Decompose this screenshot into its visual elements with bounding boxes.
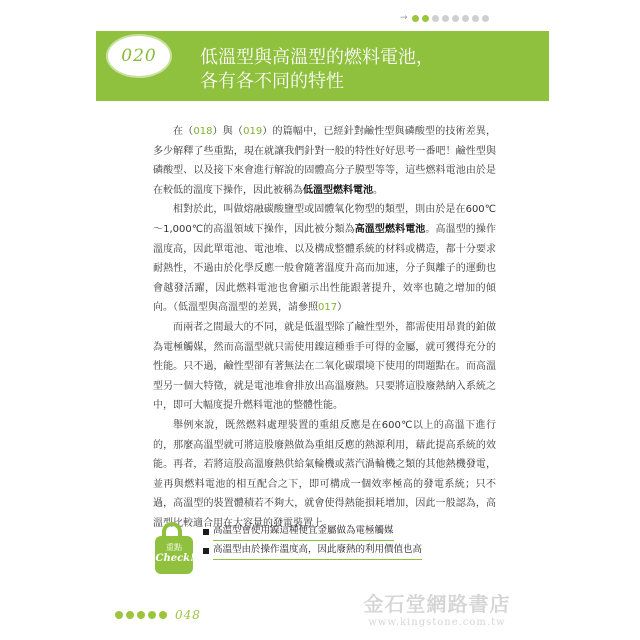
progress-dot [452,15,459,22]
title-line-1: 低溫型與高溫型的燃料電池， [200,47,434,68]
text-run: 在（ [173,126,194,137]
arrow-right-icon: → [400,13,408,23]
key-point-text: 高溫型會使用鎳這種便宜金屬做為電極觸媒 [213,522,394,541]
cross-reference: 018 [193,126,213,137]
watermark [352,588,522,628]
text-run: ）與（ [212,126,244,137]
page-number: 048 [175,608,201,622]
progress-dot [422,15,429,22]
footer-dot [115,611,123,619]
text-run: 。高溫型的操作溫度高，因此單電池、電池堆、以及構成整體系統的材料或構造，都十分要求耐熱性，不過由於化學反應一般會隨著溫度升高而加速，分子與離子的運動也會越發活躍，因此燃料電池也會顯示出性能跟著提升，效率也隨之增加的傾向。（低溫型與高溫型的差異，請參照 [153,223,497,314]
cross-reference: 019 [243,126,263,137]
section-number-badge [106,34,172,78]
text-run: 相對於此，叫做熔融碳酸鹽型或固體氧化物型的類型，則由於是在600℃～1,000℃的高溫領域下操作，因此被分類為 [153,204,496,235]
checkpoint-lock-icon [153,522,195,582]
text-run: ）的篇幅中，已經針對鹼性型與磷酸型的技術差異，多少解釋了些重點，現在就讓我們針對一般的特性好好思考一番吧！鹼性型與磷酸型、以及接下來會進行解說的固體高分子膜型等等，這些燃料電池由於是在較低的溫度下操作，因此被稱為 [153,126,497,196]
progress-dot [442,15,449,22]
footer-dot [137,611,145,619]
body-text [153,122,496,533]
check-label-bottom: Check! [155,553,195,564]
square-bullet-icon [203,548,209,554]
key-term: 低溫型燃料電池 [303,184,373,196]
progress-dot [432,15,439,22]
key-point-list [203,522,443,560]
paragraph-1 [153,122,496,200]
text-run: ） [337,302,348,314]
paragraph-3: 而兩者之間最大的不同，就是低溫型除了鹼性型外，都需使用昂貴的鉑做為電極觸媒，然而高溫型就只需使用鎳這種垂手可得的金屬，就可獲得充分的性能。只不過，鹼性型卻有著無法在二氧化碳環境下使用的問題點在。而高溫型另一個大特徵，就是電池堆會排放出高溫廢熱。只要將這股廢熱納入系統之中，即可大幅度提升燃料電池的整體性能。 [153,321,496,412]
progress-dot [472,15,479,22]
cross-reference: 017 [318,302,338,314]
paragraph-4: 舉例來說，既然燃料處理裝置的重組反應是在600℃以上的高溫下進行的，那麼高溫型就可將這股廢熱做為重組反應的熱源利用，藉此提高系統的效能。再者，若將這股高溫廢熱供給氣輪機或蒸汽渦輪機之類的其他熱機發電，並再與燃料電池的相互配合之下，即可構成一個效率極高的發電系統；只不過，高溫型的裝置體積若不夠大，就會使得熱能損耗增加，因此一般認為，高溫型比較適合用在大容量的發電裝置上。 [153,419,496,529]
top-progress-dots [400,13,489,23]
footer-dot [126,611,134,619]
progress-dot [482,15,489,22]
square-bullet-icon [203,529,209,535]
list-item [203,541,443,560]
page-title [200,46,540,94]
key-term: 高溫型燃料電池 [354,223,426,235]
key-point-box [153,512,443,588]
title-line-2: 各有各不同的特性 [200,71,344,92]
check-label-top: 重點 [166,543,182,552]
key-point-text: 高溫型由於操作溫度高，因此廢熱的利用價值也高 [213,541,422,560]
progress-dot [412,15,419,22]
footer-dot [159,611,167,619]
watermark-url: www.kingstone.com.tw [368,617,506,628]
progress-dot [462,15,469,22]
paragraph-2 [153,200,496,318]
watermark-title: 金石堂網路書店 [363,592,511,616]
footer-dot [148,611,156,619]
section-number: 020 [121,46,157,66]
page-footer [115,608,201,622]
list-item [203,522,443,541]
text-run: 。 [373,184,383,196]
